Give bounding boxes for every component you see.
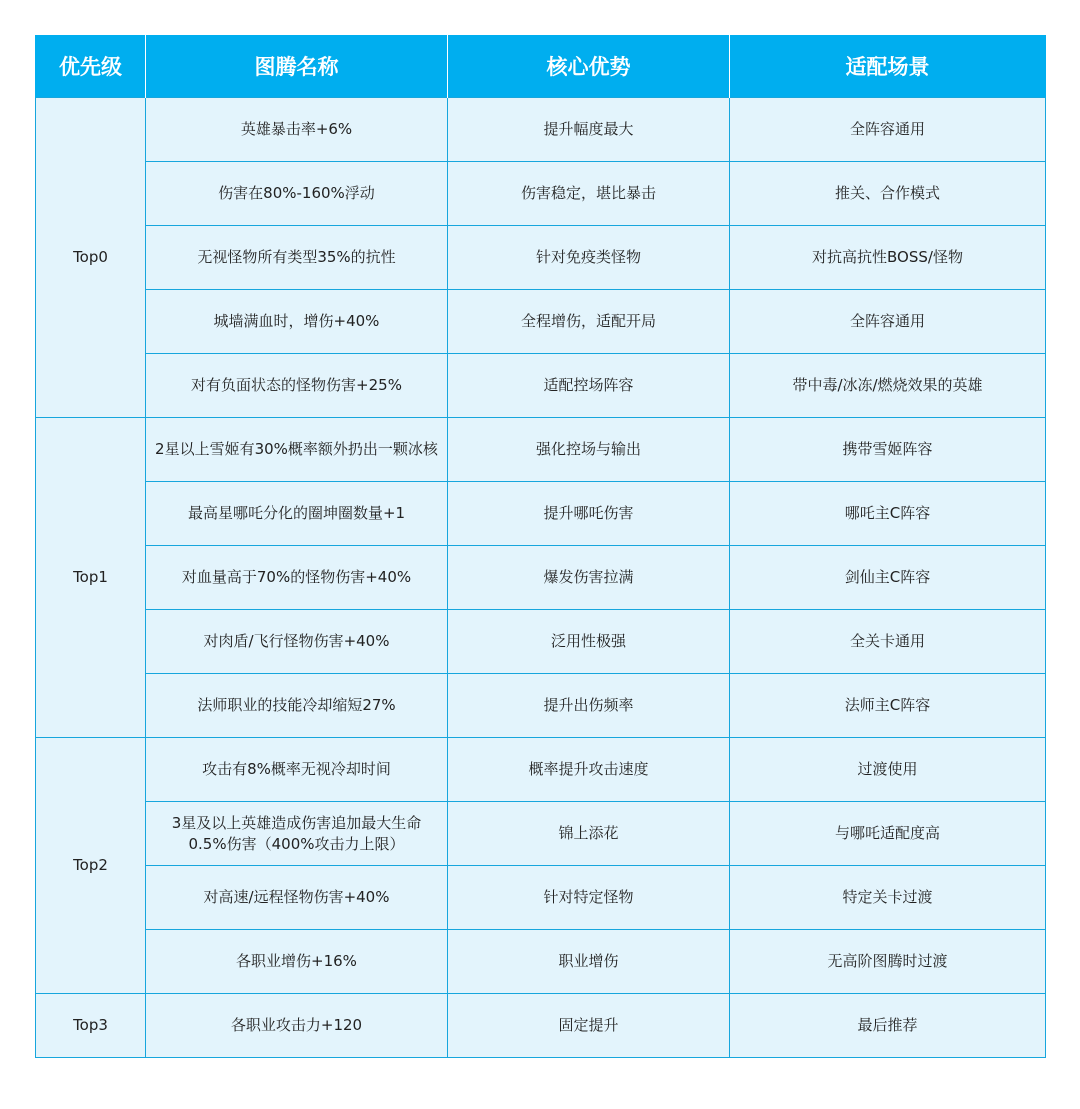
- table-row: [36, 674, 1046, 738]
- tier-cell: Top2: [36, 738, 146, 994]
- table-row: [36, 802, 1046, 866]
- table-row: [36, 738, 1046, 802]
- advantage-cell: 强化控场与输出: [448, 418, 730, 482]
- table-row: [36, 930, 1046, 994]
- totem-name-cell: 攻击有8%概率无视冷却时间: [146, 738, 448, 802]
- advantage-cell: 针对免疫类怪物: [448, 226, 730, 290]
- table-row: [36, 546, 1046, 610]
- header-priority: 优先级: [36, 35, 146, 98]
- advantage-cell: 提升出伤频率: [448, 674, 730, 738]
- advantage-cell: 泛用性极强: [448, 610, 730, 674]
- advantage-cell: 适配控场阵容: [448, 354, 730, 418]
- scenario-cell: 携带雪姬阵容: [730, 418, 1046, 482]
- advantage-cell: 固定提升: [448, 994, 730, 1058]
- scenario-cell: 全阵容通用: [730, 290, 1046, 354]
- advantage-cell: 全程增伤，适配开局: [448, 290, 730, 354]
- table-row: [36, 866, 1046, 930]
- totem-name-cell: 对有负面状态的怪物伤害+25%: [146, 354, 448, 418]
- totem-name-cell: 对肉盾/飞行怪物伤害+40%: [146, 610, 448, 674]
- totem-name-cell: 对高速/远程怪物伤害+40%: [146, 866, 448, 930]
- totem-name-cell: 各职业攻击力+120: [146, 994, 448, 1058]
- scenario-cell: 最后推荐: [730, 994, 1046, 1058]
- scenario-cell: 特定关卡过渡: [730, 866, 1046, 930]
- totem-name-cell: 2星以上雪姬有30%概率额外扔出一颗冰核: [146, 418, 448, 482]
- scenario-cell: 推关、合作模式: [730, 162, 1046, 226]
- header-row: [36, 35, 1046, 98]
- advantage-cell: 提升哪吒伤害: [448, 482, 730, 546]
- scenario-cell: 无高阶图腾时过渡: [730, 930, 1046, 994]
- scenario-cell: 过渡使用: [730, 738, 1046, 802]
- table-row: [36, 98, 1046, 162]
- totem-name-cell: 英雄暴击率+6%: [146, 98, 448, 162]
- header-core-advantage: 核心优势: [448, 35, 730, 98]
- header-totem-name: 图腾名称: [146, 35, 448, 98]
- table-body: [36, 98, 1046, 1058]
- scenario-cell: 法师主C阵容: [730, 674, 1046, 738]
- tier-cell: Top3: [36, 994, 146, 1058]
- totem-name-cell: 对血量高于70%的怪物伤害+40%: [146, 546, 448, 610]
- advantage-cell: 伤害稳定，堪比暴击: [448, 162, 730, 226]
- table-row: [36, 226, 1046, 290]
- advantage-cell: 针对特定怪物: [448, 866, 730, 930]
- advantage-cell: 职业增伤: [448, 930, 730, 994]
- scenario-cell: 全关卡通用: [730, 610, 1046, 674]
- totem-name-cell: 城墙满血时，增伤+40%: [146, 290, 448, 354]
- advantage-cell: 提升幅度最大: [448, 98, 730, 162]
- table-row: [36, 418, 1046, 482]
- table-row: [36, 482, 1046, 546]
- table-row: [36, 354, 1046, 418]
- totem-name-cell: 3星及以上英雄造成伤害追加最大生命0.5%伤害（400%攻击力上限）: [146, 802, 448, 866]
- table-row: [36, 610, 1046, 674]
- scenario-cell: 带中毒/冰冻/燃烧效果的英雄: [730, 354, 1046, 418]
- totem-priority-table: [35, 35, 1046, 1058]
- advantage-cell: 爆发伤害拉满: [448, 546, 730, 610]
- scenario-cell: 全阵容通用: [730, 98, 1046, 162]
- totem-name-cell: 法师职业的技能冷却缩短27%: [146, 674, 448, 738]
- scenario-cell: 对抗高抗性BOSS/怪物: [730, 226, 1046, 290]
- tier-cell: Top1: [36, 418, 146, 738]
- advantage-cell: 概率提升攻击速度: [448, 738, 730, 802]
- table-row: [36, 994, 1046, 1058]
- scenario-cell: 与哪吒适配度高: [730, 802, 1046, 866]
- scenario-cell: 哪吒主C阵容: [730, 482, 1046, 546]
- totem-name-cell: 伤害在80%-160%浮动: [146, 162, 448, 226]
- advantage-cell: 锦上添花: [448, 802, 730, 866]
- table-row: [36, 162, 1046, 226]
- header-suitable-scenario: 适配场景: [730, 35, 1046, 98]
- totem-name-cell: 各职业增伤+16%: [146, 930, 448, 994]
- totem-name-cell: 无视怪物所有类型35%的抗性: [146, 226, 448, 290]
- totem-name-cell: 最高星哪吒分化的圈坤圈数量+1: [146, 482, 448, 546]
- table-row: [36, 290, 1046, 354]
- scenario-cell: 剑仙主C阵容: [730, 546, 1046, 610]
- tier-cell: Top0: [36, 98, 146, 418]
